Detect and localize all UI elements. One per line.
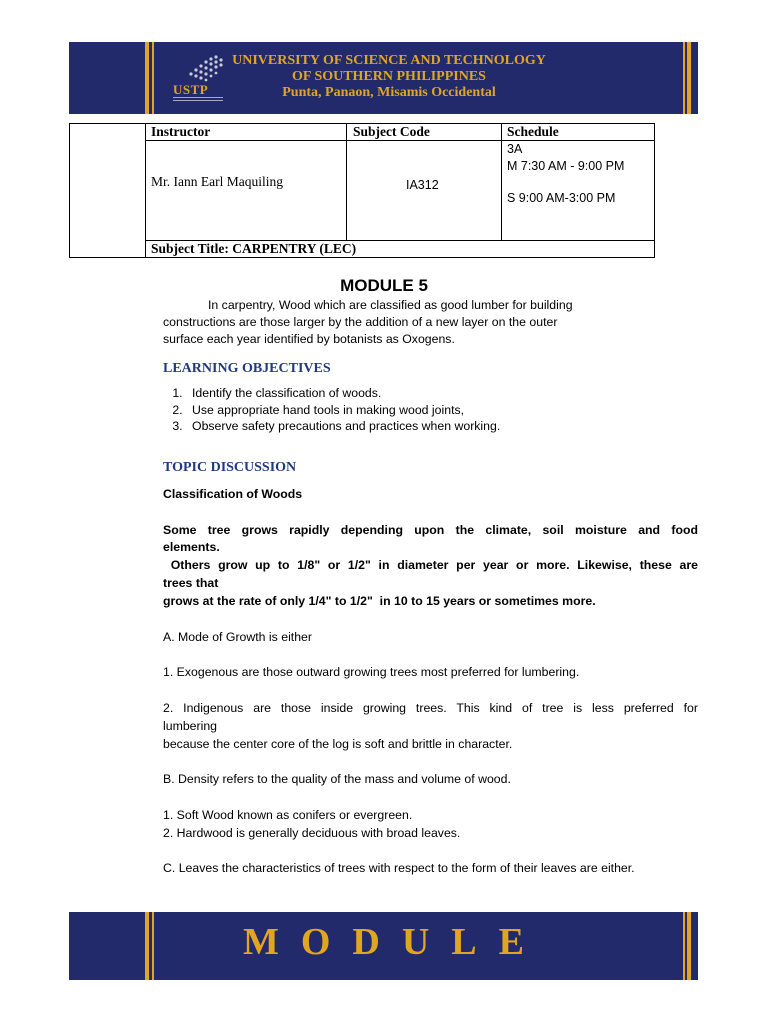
banner-stripe — [683, 42, 685, 114]
softwood-item: 1. Soft Wood known as conifers or evergreen. — [163, 808, 413, 822]
module-title: MODULE 5 — [340, 276, 428, 295]
learning-objectives-heading: LEARNING OBJECTIVES — [163, 361, 331, 376]
intro-line: surface each year identified by botanists as Oxogens. — [163, 332, 455, 346]
subject-code: IA312 — [406, 178, 439, 192]
schedule-saturday: S 9:00 AM-3:00 PM — [507, 191, 616, 205]
indigenous-item: 2. Indigenous are those inside growing trees. This kind of tree is less preferred for — [163, 701, 698, 715]
objective-item: 3. Observe safety precautions and practices when working. — [186, 418, 500, 435]
banner-stripe — [687, 42, 691, 114]
leaves-item: C. Leaves the characteristics of trees with respect to the form of their leaves are either. — [163, 861, 635, 875]
body-bold-line: Others grow up to 1/8" or 1/2" in diameter per year or more. Likewise, these are — [163, 558, 698, 572]
instructor-header: Instructor — [151, 124, 211, 139]
logo-rule — [173, 100, 223, 101]
table-divider — [145, 124, 146, 258]
header-banner — [69, 42, 698, 114]
banner-stripe — [683, 912, 685, 980]
banner-stripe — [687, 912, 691, 980]
schedule-header: Schedule — [507, 124, 559, 139]
schedule-monday: M 7:30 AM - 9:00 PM — [507, 159, 625, 173]
instructor-name: Mr. Iann Earl Maquiling — [151, 174, 283, 189]
intro-line: constructions are those larger by the addition of a new layer on the outer — [163, 315, 558, 329]
objective-item: 1. Identify the classification of woods. — [186, 385, 500, 402]
topic-subheading: Classification of Woods — [163, 487, 303, 501]
university-name: UNIVERSITY OF SCIENCE AND TECHNOLOGY — [232, 53, 546, 68]
university-name-line2: OF SOUTHERN PHILIPPINES — [292, 69, 486, 84]
footer-module-word: MODULE — [243, 921, 546, 963]
objectives-list — [186, 385, 500, 435]
schedule-section: 3A — [507, 142, 523, 156]
exogenous-item: 1. Exogenous are those outward growing trees most preferred for lumbering. — [163, 665, 580, 679]
subject-code-header: Subject Code — [353, 124, 430, 139]
logo-text: USTP — [173, 82, 209, 97]
mode-of-growth: A. Mode of Growth is either — [163, 630, 312, 644]
intro-line: In carpentry, Wood which are classified as good lumber for building — [208, 298, 573, 312]
topic-discussion-heading: TOPIC DISCUSSION — [163, 460, 297, 475]
body-bold-line: Some tree grows rapidly depending upon the climate, soil moisture and food — [163, 523, 698, 537]
footer-banner — [69, 912, 698, 980]
body-bold-line: elements. — [163, 540, 220, 554]
hardwood-item: 2. Hardwood is generally deciduous with broad leaves. — [163, 826, 461, 840]
indigenous-item-cont: lumbering — [163, 719, 217, 733]
objective-item: 2. Use appropriate hand tools in making wood joints, — [186, 402, 500, 419]
table-divider — [346, 124, 347, 241]
banner-stripe — [145, 42, 149, 114]
table-divider — [501, 124, 502, 241]
logo-rule — [173, 97, 223, 98]
university-address: Punta, Panaon, Misamis Occidental — [282, 85, 496, 100]
banner-stripe — [152, 42, 154, 114]
body-bold-line: grows at the rate of only 1/4" to 1/2" in 10 to 15 years or sometimes more. — [163, 594, 596, 608]
indigenous-item-cont: because the center core of the log is soft and brittle in character. — [163, 737, 513, 751]
density-item: B. Density refers to the quality of the mass and volume of wood. — [163, 772, 511, 786]
subject-title: Subject Title: CARPENTRY (LEC) — [151, 241, 357, 256]
body-bold-line: trees that — [163, 576, 219, 590]
course-info-table — [69, 123, 655, 258]
table-divider — [145, 140, 654, 141]
